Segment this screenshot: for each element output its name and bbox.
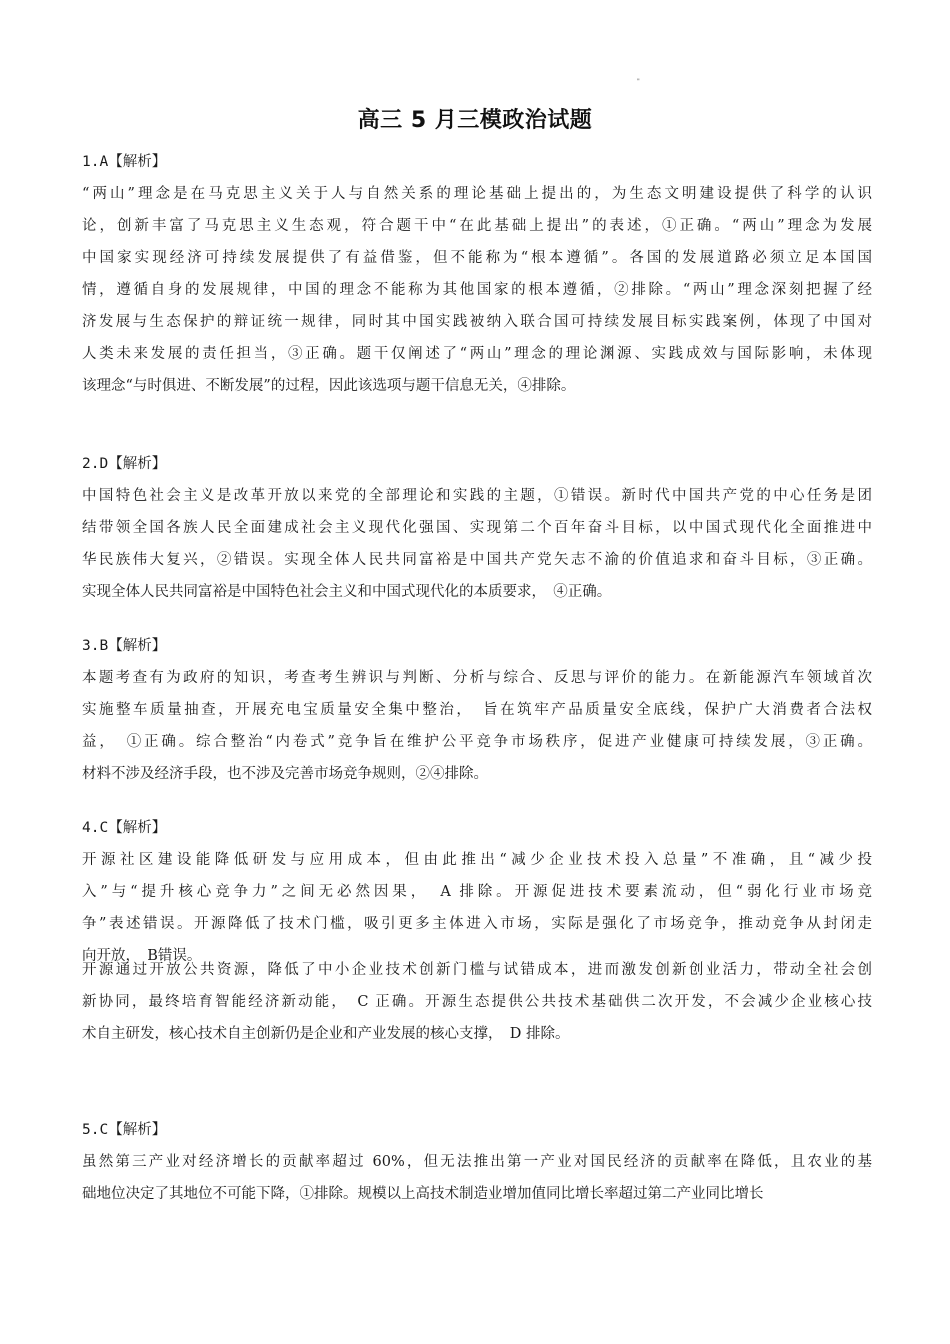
text-line: 济发展与生态保护的辩证统一规律，同时其中国实践被纳入联合国可持续发展目标实践案例，体现了中国对 bbox=[82, 314, 872, 330]
text-line: 实现全体人民共同富裕是中国特色社会主义和中国式现代化的本质要求， ④正确。 bbox=[82, 584, 612, 600]
text-line: 华民族伟大复兴，②错误。实现全体人民共同富裕是中国共产党矢志不渝的价值追求和奋斗目标，③正确。 bbox=[82, 552, 872, 568]
explanation-paragraph bbox=[82, 662, 872, 790]
analysis-tag: 【解析】 bbox=[108, 1122, 167, 1138]
text-line: 结带领全国各族人民全面建成社会主义现代化强国、实现第二个百年奋斗目标，以中国式现代化全面推进中 bbox=[82, 520, 872, 536]
page-title: 高三 5 月三模政治试题 bbox=[357, 108, 593, 133]
question-number: 1.A bbox=[82, 154, 109, 170]
question-block bbox=[82, 1120, 872, 1202]
text-line: 材料不涉及经济手段，也不涉及完善市场竞争规则，②④排除。 bbox=[82, 766, 488, 782]
analysis-tag: 【解析】 bbox=[108, 638, 167, 654]
text-line: 开源通过开放公共资源，降低了中小企业技术创新门槛与试错成本，进而激发创新创业活力，带动全社会创 bbox=[82, 962, 872, 978]
explanation-paragraph bbox=[82, 178, 872, 402]
question-block bbox=[82, 818, 872, 1042]
text-line: 人类未来发展的责任担当，③正确。题干仅阐述了“两山”理念的理论渊源、实践成效与国际影响，未体现 bbox=[82, 346, 872, 362]
question-block bbox=[82, 152, 872, 394]
text-line: 益， ①正确。综合整治“内卷式”竞争旨在维护公平竞争市场秩序，促进产业健康可持续发展，③正确。 bbox=[82, 734, 872, 750]
question-heading bbox=[82, 636, 872, 656]
text-line: 实施整车质量抽查，开展充电宝质量安全集中整治， 旨在筑牢产品质量安全底线，保护广大消费者合法权 bbox=[82, 702, 872, 718]
explanation-paragraph bbox=[82, 480, 872, 608]
question-heading bbox=[82, 152, 872, 172]
text-line: 该理念“与时俱进、不断发展”的过程，因此该选项与题干信息无关，④排除。 bbox=[82, 378, 576, 394]
question-block bbox=[82, 636, 872, 782]
analysis-tag: 【解析】 bbox=[108, 456, 167, 472]
top-mark: " bbox=[637, 78, 640, 85]
text-line: 入”与“提升核心竞争力”之间无必然因果， A 排除。开源促进技术要素流动，但“弱化行业市场竞 bbox=[82, 884, 872, 900]
text-line: 础地位决定了其地位不可能下降，①排除。规模以上高技术制造业增加值同比增长率超过第二产业同比增长 bbox=[82, 1186, 764, 1202]
text-line: 向开放， B错误。 bbox=[82, 948, 202, 964]
analysis-tag: 【解析】 bbox=[108, 820, 167, 836]
question-number: 4.C bbox=[82, 820, 109, 836]
text-line: 中国家实现经济可持续发展提供了有益借鉴，但不能称为“根本遵循”。各国的发展道路必须立足本国国 bbox=[82, 250, 872, 266]
text-line: 论，创新丰富了马克思主义生态观，符合题干中“在此基础上提出”的表述，①正确。“两山”理念为发展 bbox=[82, 218, 872, 234]
explanation-paragraph bbox=[82, 1146, 872, 1210]
text-line: 术自主研发，核心技术自主创新仍是企业和产业发展的核心支撑， D 排除。 bbox=[82, 1026, 570, 1042]
text-line: 新协同，最终培育智能经济新动能， C 正确。开源生态提供公共技术基础供二次开发，不会减少企业核心技 bbox=[82, 994, 872, 1010]
question-heading bbox=[82, 1120, 872, 1140]
text-line: 情，遵循自身的发展规律，中国的理念不能称为其他国家的根本遵循，②排除。“两山”理念深刻把握了经 bbox=[82, 282, 872, 298]
question-heading bbox=[82, 454, 872, 474]
explanation-paragraph bbox=[82, 844, 872, 972]
text-line: 开源社区建设能降低研发与应用成本，但由此推出“减少企业技术投入总量”不准确，且“减少投 bbox=[82, 852, 872, 868]
explanation-paragraph bbox=[82, 954, 872, 1050]
text-line: 争”表述错误。开源降低了技术门槛，吸引更多主体进入市场，实际是强化了市场竞争，推动竞争从封闭走 bbox=[82, 916, 872, 932]
text-line: “两山”理念是在马克思主义关于人与自然关系的理论基础上提出的，为生态文明建设提供了科学的认识 bbox=[82, 186, 872, 202]
question-block bbox=[82, 454, 872, 600]
text-line: 中国特色社会主义是改革开放以来党的全部理论和实践的主题，①错误。新时代中国共产党的中心任务是团 bbox=[82, 488, 872, 504]
text-line: 本题考查有为政府的知识，考查考生辨识与判断、分析与综合、反思与评价的能力。在新能源汽车领域首次 bbox=[82, 670, 872, 686]
question-heading bbox=[82, 818, 872, 838]
text-line: 虽然第三产业对经济增长的贡献率超过 60%，但无法推出第一产业对国民经济的贡献率在降低，且农业的基 bbox=[82, 1154, 872, 1170]
question-number: 2.D bbox=[82, 456, 109, 472]
question-number: 5.C bbox=[82, 1122, 109, 1138]
question-number: 3.B bbox=[82, 638, 109, 654]
analysis-tag: 【解析】 bbox=[108, 154, 167, 170]
